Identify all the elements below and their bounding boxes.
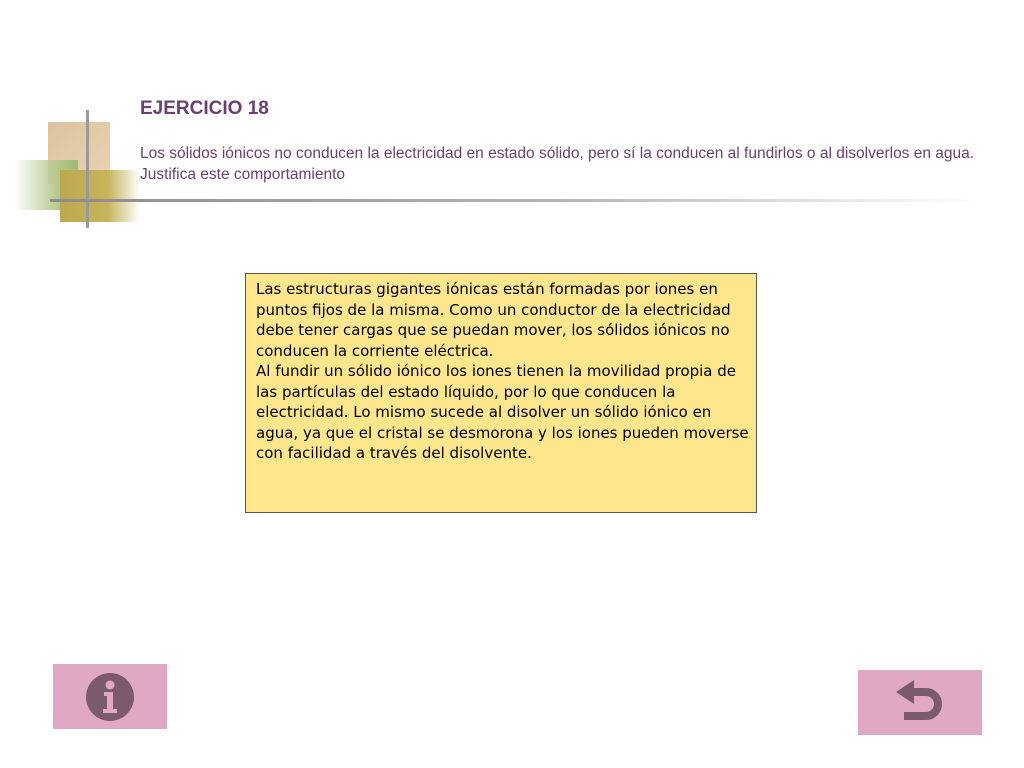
info-button[interactable] xyxy=(53,664,167,729)
answer-paragraph-1: Las estructuras gigantes iónicas están formadas por iones en puntos fijos de la misma. Como un conductor de la electricidad debe tener cargas que se puedan mover, los sólidos iónicos no conducen la corriente eléctrica. xyxy=(256,280,731,360)
exercise-question: Los sólidos iónicos no conducen la electricidad en estado sólido, pero sí la conducen al fundirlos o al disolverlos en agua. Justifica este comportamiento xyxy=(140,145,975,183)
exercise-title: EJERCICIO 18 xyxy=(140,98,269,119)
return-arrow-icon xyxy=(892,678,948,728)
info-icon xyxy=(86,673,134,721)
decorative-squares xyxy=(0,100,160,240)
vertical-divider xyxy=(86,110,89,228)
back-button[interactable] xyxy=(858,670,982,735)
answer-box xyxy=(245,273,757,513)
answer-paragraph-2: Al fundir un sólido iónico los iones tienen la movilidad propia de las partículas del estado líquido, por lo que conducen la electricidad. Lo mismo sucede al disolver un sólido iónico en agua, ya que el cristal se desmorona y los iones pueden moverse con facilidad a través del disolvente. xyxy=(256,362,749,462)
horizontal-divider xyxy=(50,199,980,202)
olive-square xyxy=(60,170,140,222)
